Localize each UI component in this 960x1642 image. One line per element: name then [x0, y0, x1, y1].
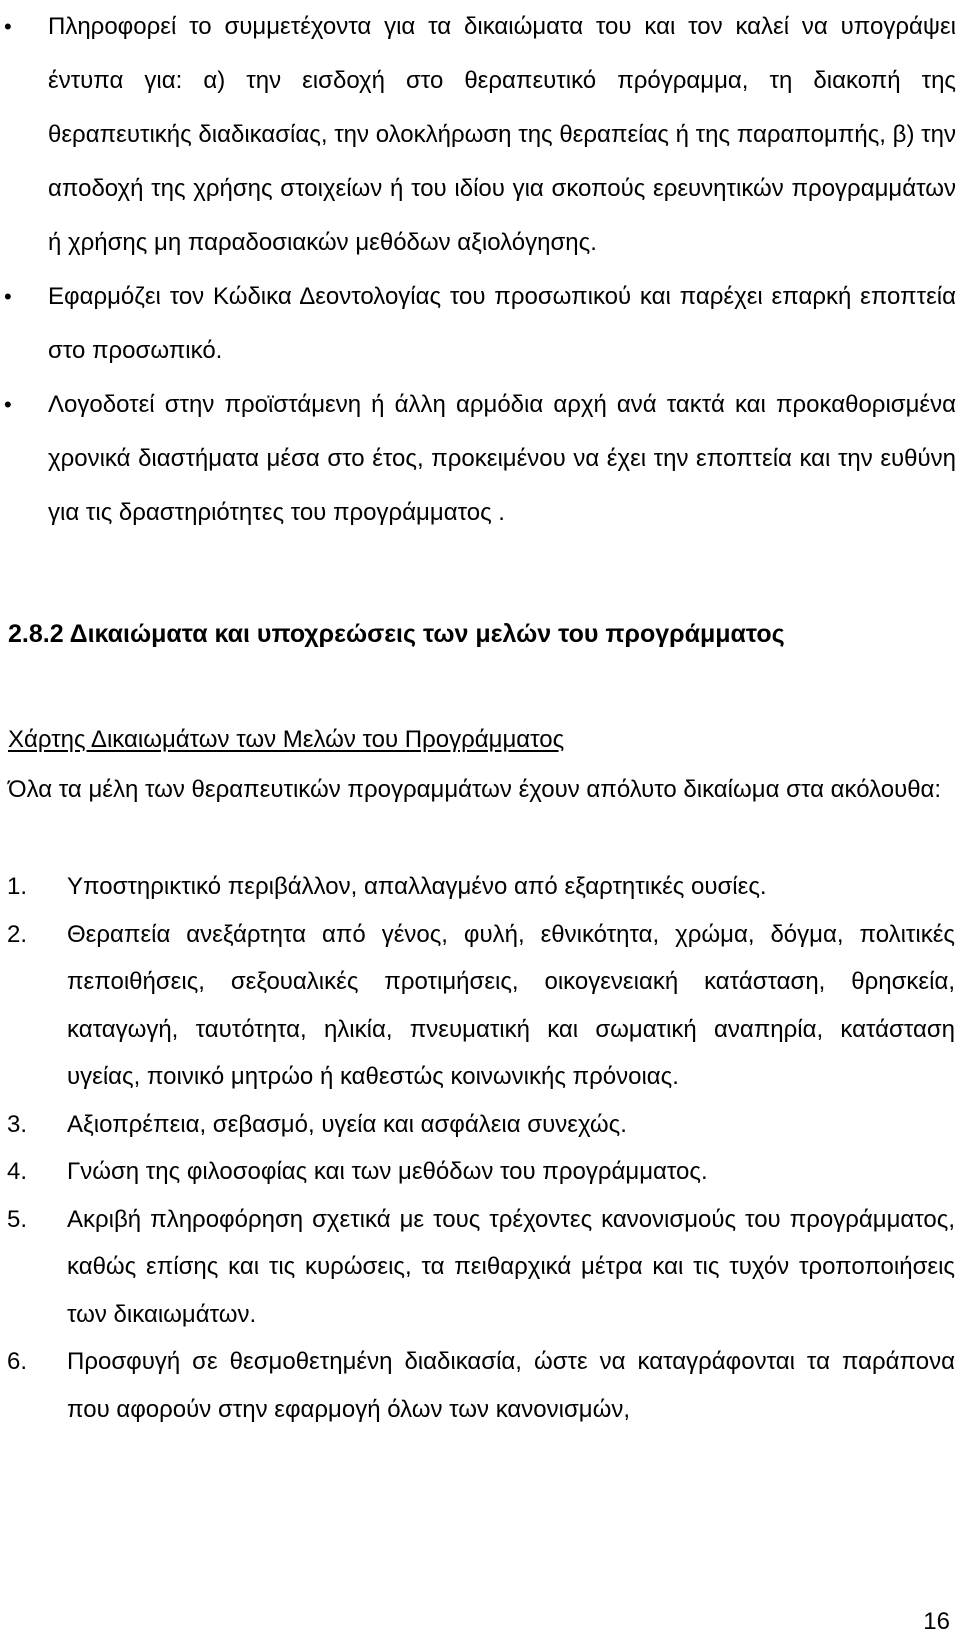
bullet-text: Λογοδοτεί στην προϊστάμενη ή άλλη αρμόδια αρχή ανά τακτά και προκαθορισμένα χρονικά διαστήματα μέσα στο έτος, προκειμένου να έχει την εποπτεία και την ευθύνη για τις δραστηριότητες του προγράμματος . — [48, 391, 956, 526]
bullet-text: Πληροφορεί το συμμετέχοντα για τα δικαιώματα του και τον καλεί να υπογράψει έντυπα για: α) την εισδοχή στο θεραπευτικό πρόγραμμα, τη διακοπή της θεραπευτικής διαδικασίας, την ολοκλήρωση της θεραπείας ή της παραπομπής, β) την αποδοχή της χρήσης στοιχείων ή του ιδίου για σκοπούς ερευνητικών προγραμμάτων ή χρήσης μη παραδοσιακών μεθόδων αξιολόγησης. — [48, 13, 956, 256]
list-item-number: 2. — [7, 920, 28, 948]
list-item-text: Προσφυγή σε θεσμοθετημένη διαδικασία, ώστε να καταγράφονται τα παράπονα που αφορούν στην εφαρμογή όλων των κανονισμών, — [67, 1348, 955, 1423]
bullet-item-code-of-ethics — [4, 270, 956, 378]
list-item — [7, 911, 955, 1101]
list-item-number: 6. — [7, 1348, 28, 1375]
responsibilities-bullet-list — [0, 0, 960, 540]
list-item-text: Υποστηρικτικό περιβάλλον, απαλλαγμένο από εξαρτητικές ουσίες. — [67, 873, 767, 900]
list-item — [7, 1338, 955, 1433]
rights-numbered-list — [0, 863, 960, 1433]
list-item-number: 5. — [7, 1205, 28, 1233]
bullet-text: Εφαρμόζει τον Κώδικα Δεοντολογίας του προσωπικού και παρέχει επαρκή εποπτεία στο προσωπικό. — [48, 283, 956, 364]
list-item-text: Αξιοπρέπεια, σεβασμό, υγεία και ασφάλεια συνεχώς. — [67, 1110, 627, 1138]
bullet-item-inform-participant — [4, 0, 956, 270]
bullet-item-accountability — [4, 378, 956, 540]
list-item-text: Θεραπεία ανεξάρτητα από γένος, φυλή, εθνικότητα, χρώμα, δόγμα, πολιτικές πεποιθήσεις, σεξουαλικές προτιμήσεις, οικογενειακή κατάσταση, θρησκεία, καταγωγή, ταυτότητα, ηλικία, πνευματική και σωματική αναπηρία, κατάσταση υγείας, ποινικό μητρώο ή καθεστώς κοινωνικής πρόνοιας. — [67, 920, 955, 1090]
bullet-marker: • — [4, 284, 12, 309]
bullet-marker: • — [4, 392, 12, 417]
list-item — [7, 1148, 955, 1196]
list-item-number: 1. — [7, 873, 28, 900]
intro-paragraph: Όλα τα μέλη των θεραπευτικών προγραμμάτων έχουν απόλυτο δικαίωμα στα ακόλουθα: — [8, 776, 942, 803]
list-item — [7, 863, 955, 911]
page-number: 16 — [923, 1608, 950, 1635]
charter-title: Χάρτης Δικαιωμάτων των Μελών του Προγράμματος — [8, 726, 565, 753]
list-item — [7, 1101, 955, 1149]
list-item-text: Ακριβή πληροφόρηση σχετικά με τους τρέχοντες κανονισμούς του προγράμματος, καθώς επίσης και τις κυρώσεις, τα πειθαρχικά μέτρα και τις τυχόν τροποποιήσεις των δικαιωμάτων. — [67, 1205, 955, 1328]
list-item-number: 3. — [7, 1110, 28, 1138]
bullet-marker: • — [4, 14, 12, 39]
list-item — [7, 1196, 955, 1339]
section-heading: 2.8.2 Δικαιώματα και υποχρεώσεις των μελών του προγράμματος — [8, 620, 785, 648]
list-item-text: Γνώση της φιλοσοφίας και των μεθόδων του προγράμματος. — [67, 1158, 708, 1185]
list-item-number: 4. — [7, 1158, 28, 1185]
